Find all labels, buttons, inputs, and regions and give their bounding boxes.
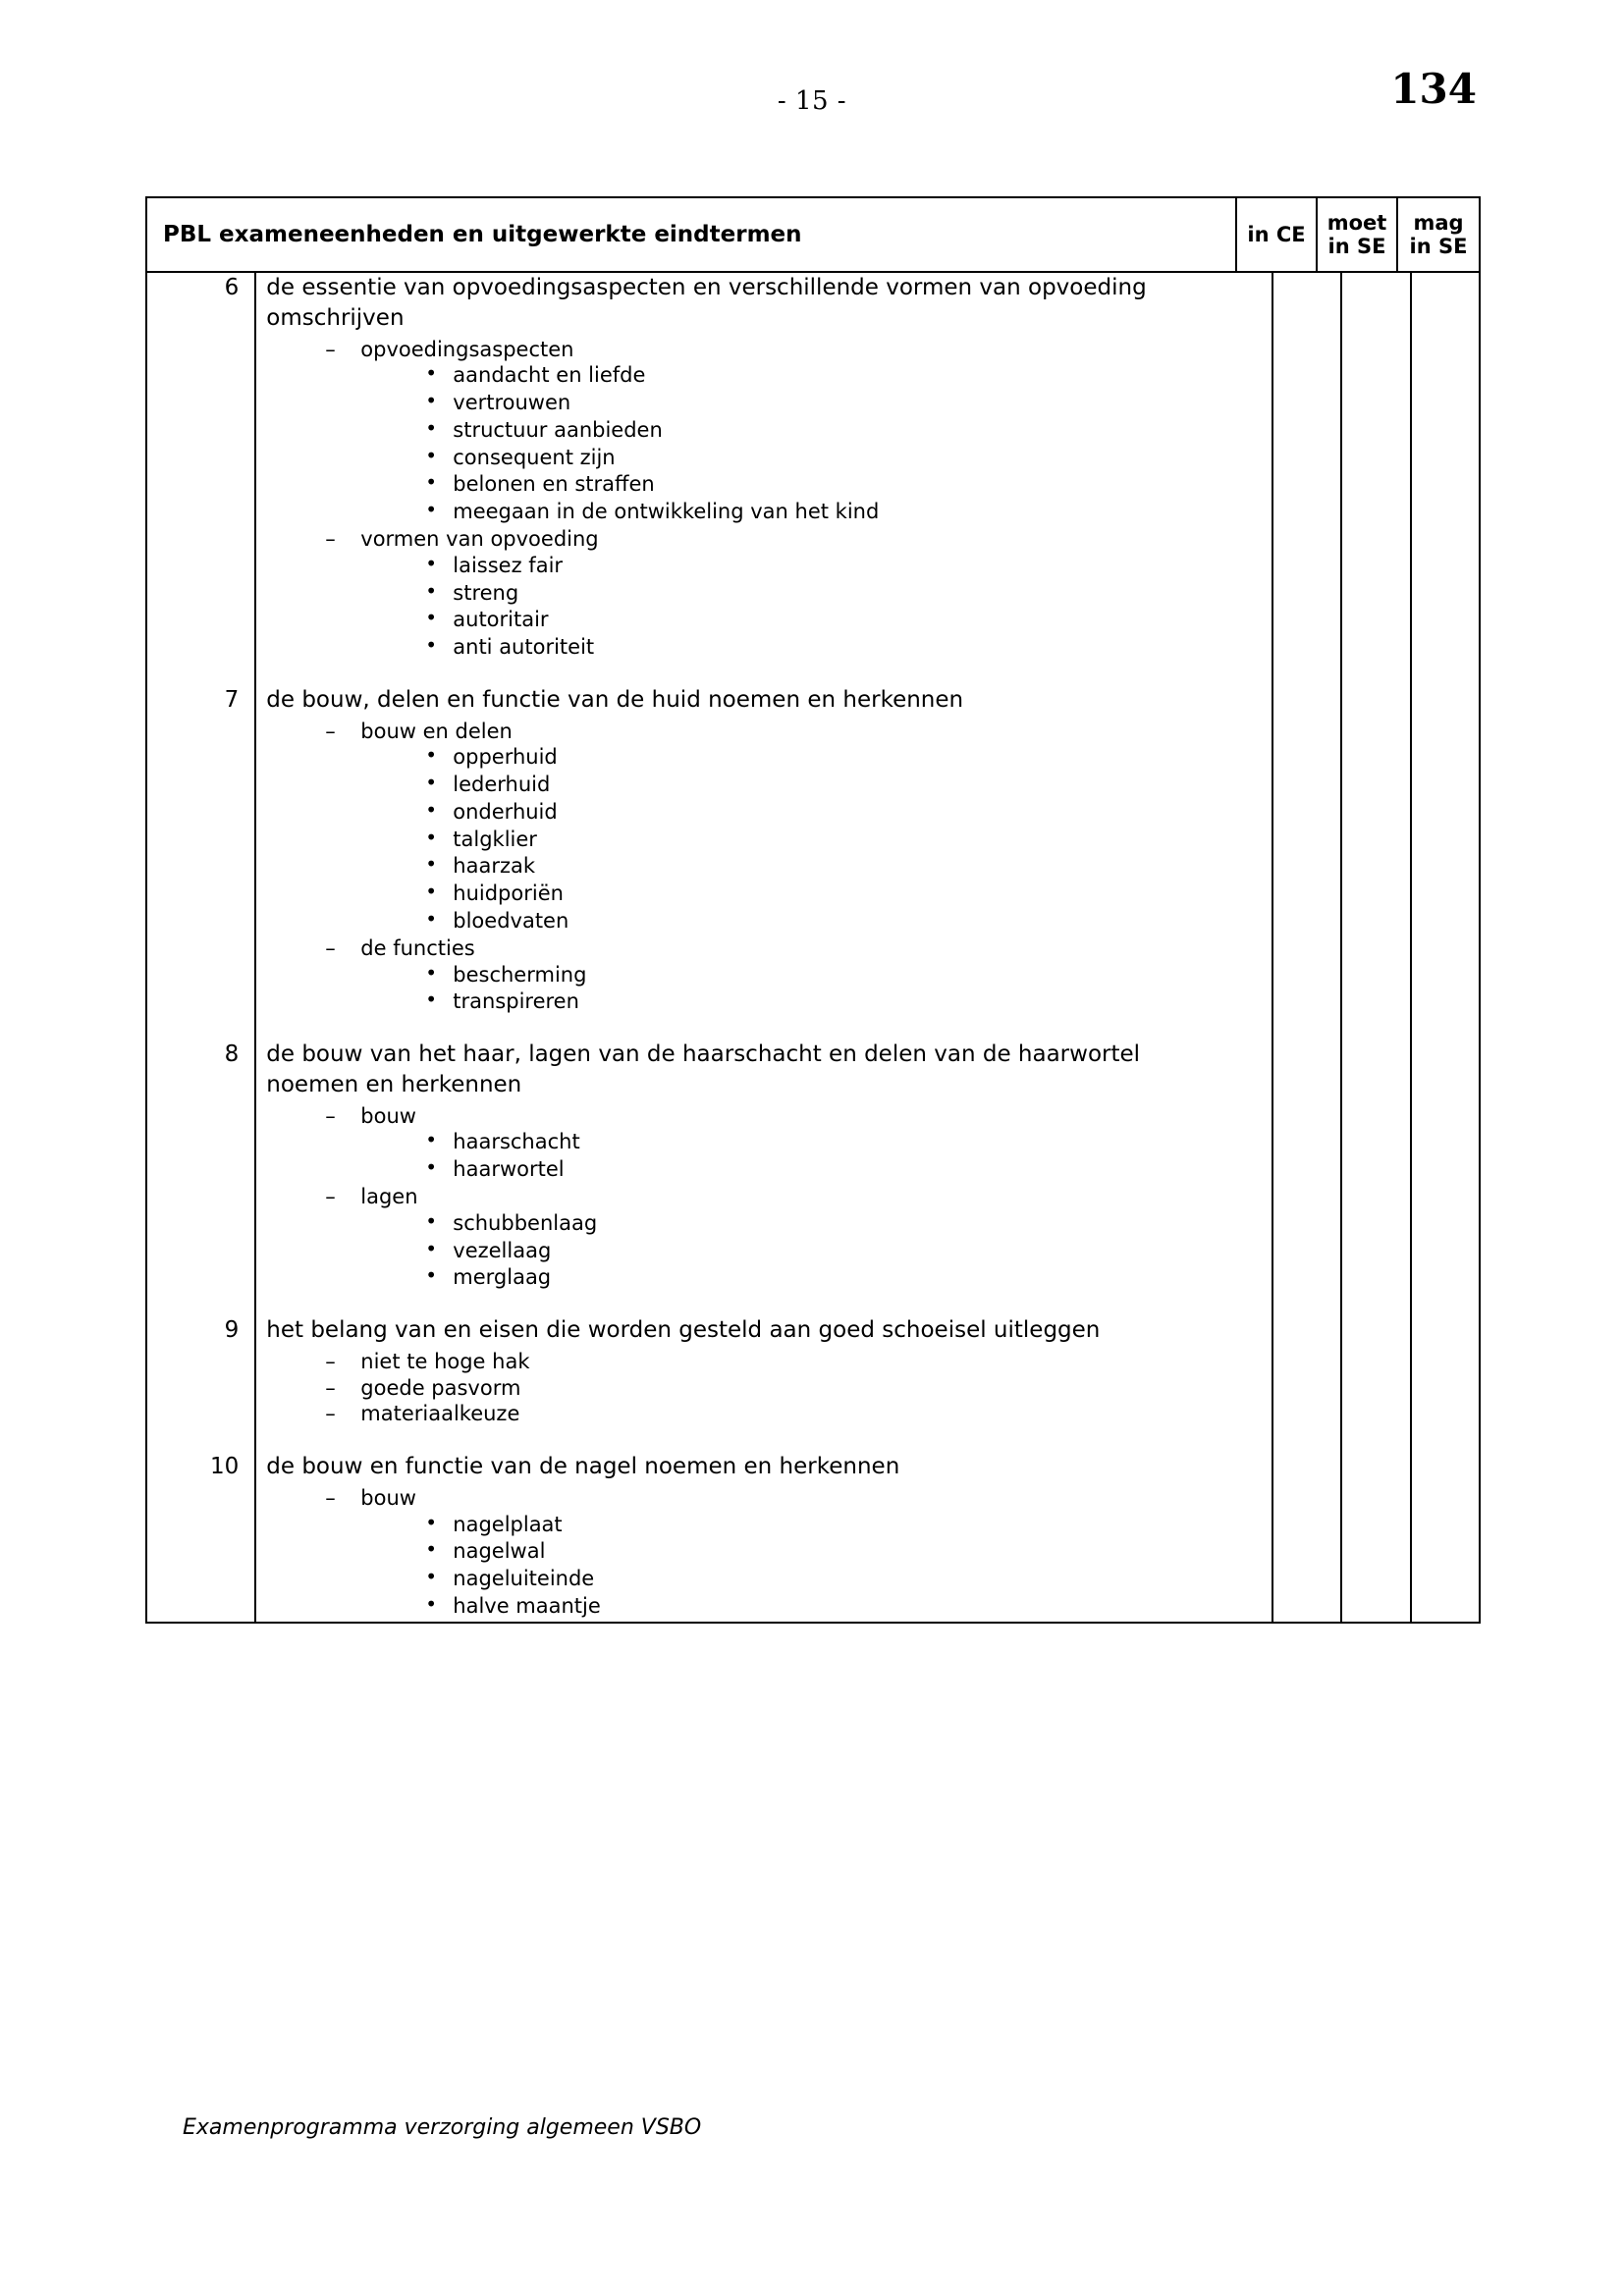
bullet-list-label: autoritair [453, 608, 549, 632]
bullet-marker-icon: • [425, 1208, 438, 1233]
column-header-moet-line2: in SE [1327, 235, 1386, 258]
column-content [209, 273, 1272, 1622]
eindtermen-table [145, 196, 1481, 1624]
entry-number: 6 [224, 275, 240, 300]
sub-list-item [325, 1184, 1260, 1290]
entry-title: de bouw en functie van de nagel noemen en herkennen [266, 1454, 900, 1480]
dash-marker-icon: – [325, 719, 336, 743]
bullet-marker-icon: • [425, 551, 438, 575]
bullet-marker-icon: • [425, 771, 438, 795]
bullet-marker-icon: • [425, 880, 438, 904]
sub-list-item [325, 337, 1260, 524]
bullet-list-label: nagelwal [453, 1539, 546, 1564]
bullet-list-item [425, 470, 1260, 497]
sub-list-label: de functies [360, 935, 475, 960]
bullet-marker-icon: • [425, 1510, 438, 1534]
bullet-list-item [425, 415, 1260, 443]
bullet-list [360, 1510, 1260, 1619]
bullet-list-item [425, 1263, 1260, 1290]
bullet-marker-icon: • [425, 578, 438, 603]
dash-marker-icon: – [325, 1402, 336, 1426]
eindterm-entry [224, 685, 1260, 1014]
eindterm-entry [224, 1040, 1260, 1290]
entry-list [209, 273, 1260, 1619]
bullet-list-label: merglaag [453, 1265, 552, 1290]
entry-heading [224, 1315, 1260, 1346]
dash-marker-icon: – [325, 1375, 336, 1400]
bullet-list-item [425, 361, 1260, 388]
column-header-mag-line2: in SE [1409, 235, 1468, 258]
footer-text: Examenprogramma verzorging algemeen VSBO [183, 2115, 702, 2140]
column-header-title: PBL exameneenheden en uitgewerkte eindtermen [147, 198, 1237, 271]
page-header [0, 65, 1624, 145]
bullet-list-label: belonen en straffen [453, 472, 655, 497]
bullet-list-label: aandacht en liefde [453, 363, 646, 388]
bullet-list-label: haarwortel [453, 1157, 565, 1182]
bullet-list-label: onderhuid [453, 799, 558, 824]
sub-list-item [325, 1485, 1260, 1619]
bullet-list [360, 1130, 1260, 1182]
eindterm-entry [209, 1452, 1260, 1619]
sub-list [256, 1104, 1260, 1290]
bullet-marker-icon: • [425, 960, 438, 985]
bullet-marker-icon: • [425, 988, 438, 1012]
sub-list-label: bouw [360, 1103, 416, 1128]
sub-list-item [325, 935, 1260, 1014]
table-header-row [147, 198, 1479, 273]
bullet-marker-icon: • [425, 470, 438, 495]
bullet-marker-icon: • [425, 852, 438, 877]
bullet-list-label: haarschacht [453, 1130, 580, 1154]
bullet-list-item [425, 443, 1260, 470]
sub-list-label: vormen van opvoeding [360, 526, 599, 551]
entry-number: 9 [224, 1317, 240, 1344]
bullet-list-item [425, 906, 1260, 934]
bullet-list-label: nageluiteinde [453, 1567, 595, 1591]
bullet-list-label: streng [453, 580, 519, 605]
sub-list-label: bouw en delen [360, 719, 513, 743]
entry-number: 8 [224, 1041, 240, 1068]
bullet-marker-icon: • [425, 633, 438, 658]
bullet-list-label: huidporiën [453, 881, 564, 906]
sub-list-item [325, 719, 1260, 934]
bullet-list-item [425, 1565, 1260, 1591]
bullet-marker-icon: • [425, 906, 438, 931]
bullet-list [360, 1208, 1260, 1290]
bullet-list-item [425, 880, 1260, 906]
sub-list-label: materiaalkeuze [360, 1402, 520, 1426]
bullet-marker-icon: • [425, 1592, 438, 1617]
sub-list-label: lagen [360, 1184, 418, 1208]
bullet-marker-icon: • [425, 1155, 438, 1180]
sub-list-item [325, 526, 1260, 660]
bullet-list-item [425, 960, 1260, 988]
bullet-list-item [425, 1236, 1260, 1263]
column-header-moet-in-se [1318, 198, 1398, 271]
bullet-list-item [425, 633, 1260, 660]
bullet-marker-icon: • [425, 1565, 438, 1589]
bullet-marker-icon: • [425, 743, 438, 768]
column-header-in-ce [1237, 198, 1318, 271]
bullet-list-label: bescherming [453, 962, 587, 987]
column-header-moet-line1: moet [1326, 210, 1387, 235]
sub-list-item [325, 1349, 1260, 1374]
entry-number: 10 [209, 1454, 240, 1480]
bullet-list-item [425, 825, 1260, 852]
bullet-list-item [425, 852, 1260, 879]
bullet-marker-icon: • [425, 1263, 438, 1288]
bullet-list-item [425, 1592, 1260, 1619]
dash-marker-icon: – [325, 1184, 336, 1208]
entry-title: de bouw, delen en functie van de huid noemen en herkennen [266, 686, 964, 713]
bullet-marker-icon: • [425, 1236, 438, 1260]
dash-marker-icon: – [325, 1349, 336, 1373]
column-numbers [147, 273, 256, 1622]
bullet-list-item [425, 1155, 1260, 1182]
entry-title: de bouw van het haar, lagen van de haarschacht en delen van de haarwortel noemen en herkennen [266, 1041, 1141, 1097]
bullet-list-label: schubbenlaag [453, 1210, 598, 1235]
bullet-list-item [425, 498, 1260, 524]
document-code: 134 [1390, 65, 1477, 113]
bullet-list-label: structuur aanbieden [453, 417, 663, 442]
bullet-list [360, 960, 1260, 1015]
column-cells-in-ce [1272, 273, 1340, 1622]
column-cells-mag-in-se [1410, 273, 1479, 1622]
entry-title: het belang van en eisen die worden gesteld aan goed schoeisel uitleggen [266, 1317, 1101, 1344]
bullet-list-item [425, 1208, 1260, 1236]
bullet-list-label: consequent zijn [453, 445, 616, 469]
bullet-marker-icon: • [425, 443, 438, 467]
bullet-list-label: haarzak [453, 854, 535, 879]
sub-list-item [325, 1375, 1260, 1401]
bullet-marker-icon: • [425, 361, 438, 386]
entry-number: 7 [224, 686, 240, 713]
bullet-marker-icon: • [425, 606, 438, 630]
bullet-list-label: transpireren [453, 989, 579, 1014]
dash-marker-icon: – [325, 526, 336, 551]
sub-list [256, 1350, 1260, 1426]
column-header-mag-in-se [1398, 198, 1479, 271]
sub-list-label: goede pasvorm [360, 1375, 521, 1400]
column-header-in-ce-label: in CE [1247, 222, 1306, 246]
bullet-list-label: nagelplaat [453, 1512, 563, 1536]
entry-heading [224, 685, 1260, 716]
bullet-list-item [425, 389, 1260, 415]
sub-list [256, 1486, 1260, 1619]
page-number: - 15 - [777, 86, 847, 116]
entry-title: de essentie van opvoedingsaspecten en verschillende vormen van opvoeding omschrijven [266, 275, 1147, 331]
sub-list [256, 338, 1260, 660]
bullet-marker-icon: • [425, 498, 438, 522]
bullet-list-item [425, 743, 1260, 770]
bullet-list [360, 551, 1260, 660]
sub-list-label: opvoedingsaspecten [360, 337, 574, 361]
dash-marker-icon: – [325, 1485, 336, 1510]
bullet-list-label: opperhuid [453, 745, 558, 770]
bullet-list-item [425, 1537, 1260, 1564]
bullet-list-item [425, 771, 1260, 797]
bullet-list-label: talgklier [453, 827, 537, 851]
sub-list-label: bouw [360, 1485, 416, 1510]
bullet-list-label: bloedvaten [453, 908, 569, 933]
sub-list [256, 720, 1260, 1014]
bullet-marker-icon: • [425, 1128, 438, 1152]
bullet-list-label: anti autoriteit [453, 635, 595, 660]
sub-list-label: niet te hoge hak [360, 1349, 530, 1373]
dash-marker-icon: – [325, 935, 336, 960]
table-body [147, 273, 1479, 1622]
entry-heading [209, 1452, 1260, 1482]
bullet-list-item [425, 1510, 1260, 1537]
bullet-marker-icon: • [425, 415, 438, 440]
sub-list-item [325, 1103, 1260, 1182]
bullet-list-label: lederhuid [453, 773, 551, 797]
bullet-list [360, 745, 1260, 933]
bullet-marker-icon: • [425, 389, 438, 413]
bullet-list-item [425, 797, 1260, 825]
column-header-mag-line1: mag [1413, 210, 1464, 235]
bullet-list-label: laissez fair [453, 553, 564, 577]
entry-heading [224, 273, 1260, 334]
eindterm-entry [224, 273, 1260, 660]
bullet-list [360, 363, 1260, 524]
bullet-list-label: meegaan in de ontwikkeling van het kind [453, 500, 880, 524]
bullet-list-item [425, 551, 1260, 578]
dash-marker-icon: – [325, 337, 336, 361]
bullet-marker-icon: • [425, 1537, 438, 1562]
eindterm-entry [224, 1315, 1260, 1426]
sub-list-item [325, 1402, 1260, 1426]
bullet-list-item [425, 578, 1260, 606]
entry-heading [224, 1040, 1260, 1100]
bullet-marker-icon: • [425, 825, 438, 849]
bullet-list-item [425, 1128, 1260, 1154]
bullet-list-item [425, 606, 1260, 632]
bullet-list-label: vezellaag [453, 1238, 552, 1262]
bullet-list-label: vertrouwen [453, 391, 571, 415]
bullet-marker-icon: • [425, 797, 438, 822]
column-cells-moet-in-se [1340, 273, 1409, 1622]
bullet-list-item [425, 988, 1260, 1014]
dash-marker-icon: – [325, 1103, 336, 1128]
bullet-list-label: halve maantje [453, 1594, 601, 1619]
